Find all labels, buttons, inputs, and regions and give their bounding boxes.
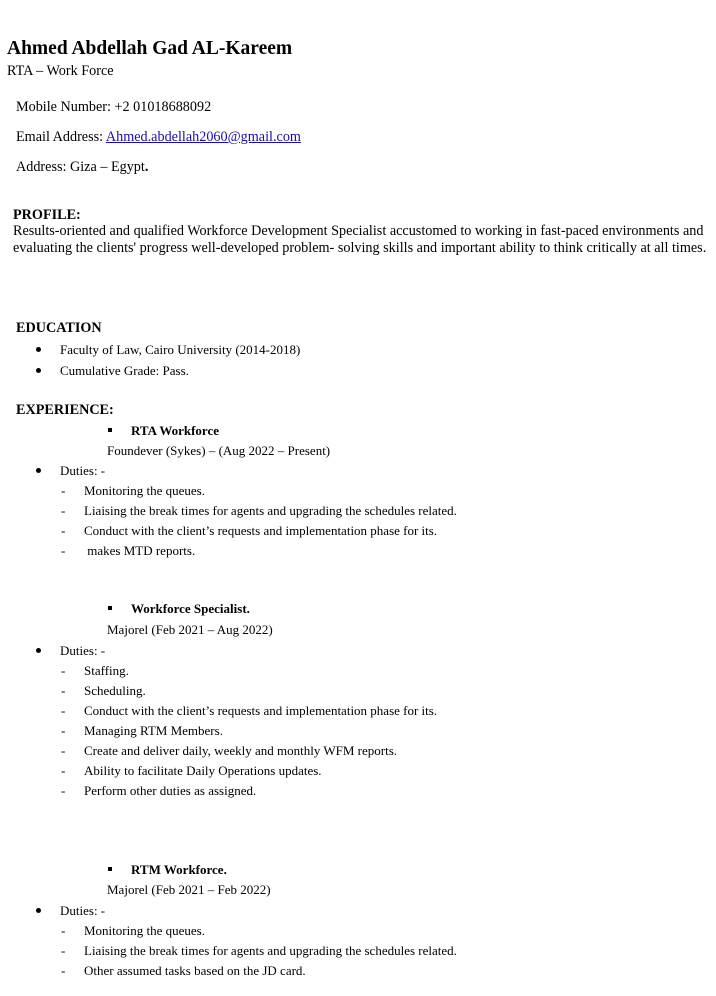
dash-marker: - [61, 703, 66, 718]
dash-marker: - [61, 543, 66, 558]
duties-label: Duties: - [60, 463, 106, 478]
job-title: RTA Workforce [131, 423, 220, 438]
bullet-icon [36, 347, 41, 352]
education-heading: EDUCATION [16, 320, 102, 336]
duties-label: Duties: - [60, 903, 106, 918]
duty-item: Liaising the break times for agents and upgrading the schedules related. [84, 943, 457, 958]
duty-item: Other assumed tasks based on the JD card. [84, 963, 306, 978]
dash-marker: - [61, 743, 66, 758]
dash-marker: - [61, 723, 66, 738]
mobile-number: Mobile Number: +2 01018688092 [16, 99, 212, 115]
dash-marker: - [61, 783, 66, 798]
duty-item: Monitoring the queues. [84, 483, 205, 498]
job-company: Majorel (Feb 2021 – Feb 2022) [107, 882, 271, 897]
dash-marker: - [61, 923, 66, 938]
square-bullet-icon [108, 428, 112, 432]
education-item: Cumulative Grade: Pass. [60, 363, 189, 378]
dash-marker: - [61, 503, 66, 518]
dash-marker: - [61, 683, 66, 698]
bullet-icon [36, 908, 41, 913]
duty-item: Ability to facilitate Daily Operations updates. [84, 763, 322, 778]
profile-heading: PROFILE: [13, 207, 81, 223]
duty-item: Monitoring the queues. [84, 923, 205, 938]
candidate-name: Ahmed Abdellah Gad AL-Kareem [7, 38, 293, 59]
job-company: Majorel (Feb 2021 – Aug 2022) [107, 622, 273, 637]
duty-item: Create and deliver daily, weekly and monthly WFM reports. [84, 743, 398, 758]
duty-item: Conduct with the client’s requests and implementation phase for its. [84, 703, 438, 718]
email-link[interactable]: Ahmed.abdellah2060@gmail.com [105, 129, 301, 145]
square-bullet-icon [108, 606, 112, 610]
education-item: Faculty of Law, Cairo University (2014-2018) [60, 342, 301, 357]
duty-item: makes MTD reports. [84, 543, 196, 558]
profile-text: Results-oriented and qualified Workforce Development Specialist accustomed to working in fast-paced environments and evaluating the clients' progress well-developed problem- solving skills and important ability to think critically at all times. [13, 223, 707, 257]
bullet-icon [36, 368, 41, 373]
experience-heading: EXPERIENCE: [16, 402, 114, 418]
address-line [16, 160, 148, 174]
email-line [16, 130, 301, 144]
email-label: Email Address: [16, 129, 106, 145]
dash-marker: - [61, 483, 66, 498]
bullet-icon [36, 468, 41, 473]
dash-marker: - [61, 763, 66, 778]
dash-marker: - [61, 963, 66, 978]
address-text: Address: Giza – Egypt [16, 159, 145, 175]
candidate-role: RTA – Work Force [7, 63, 114, 79]
job-title: Workforce Specialist. [131, 601, 250, 616]
dash-marker: - [61, 663, 66, 678]
duty-item: Liaising the break times for agents and upgrading the schedules related. [84, 503, 457, 518]
duty-item: Scheduling. [84, 683, 146, 698]
job-title: RTM Workforce. [131, 862, 227, 877]
address-dot: . [144, 159, 149, 175]
square-bullet-icon [108, 867, 112, 871]
duty-item: Conduct with the client’s requests and implementation phase for its. [84, 523, 438, 538]
dash-marker: - [61, 523, 66, 538]
duty-item: Perform other duties as assigned. [84, 783, 257, 798]
bullet-icon [36, 648, 41, 653]
duties-label: Duties: - [60, 643, 106, 658]
dash-marker: - [61, 943, 66, 958]
job-company: Foundever (Sykes) – (Aug 2022 – Present) [107, 443, 331, 458]
duty-item: Managing RTM Members. [84, 723, 223, 738]
duty-item: Staffing. [84, 663, 129, 678]
